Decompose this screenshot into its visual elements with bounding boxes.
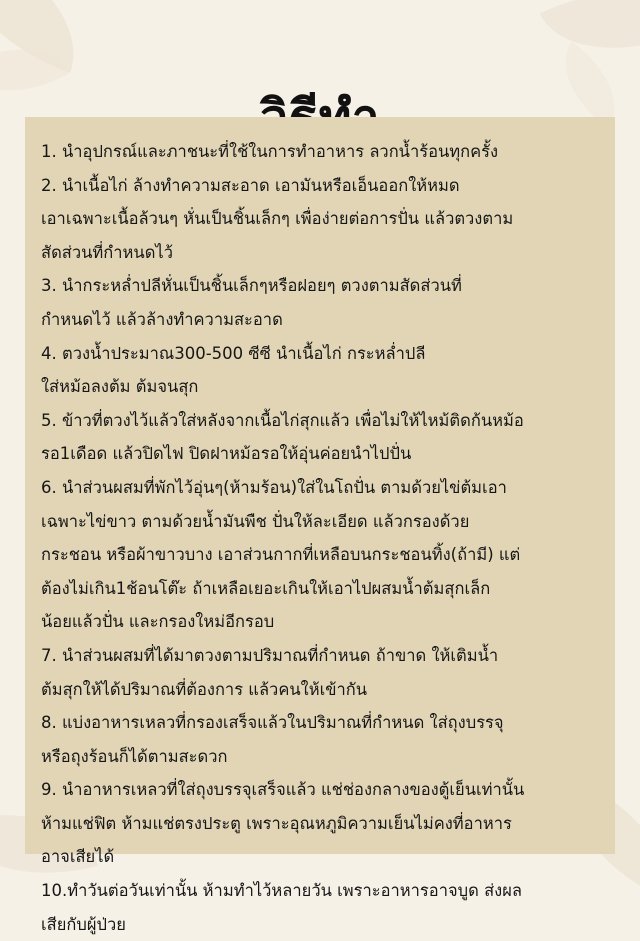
step-line: อาจเสียได้ bbox=[41, 847, 115, 867]
step-item bbox=[41, 404, 601, 471]
step-line: ห้ามแช่ฟิต ห้ามแช่ตรงประตู เพราะอุณหภูมิความเย็นไม่คงที่อาหาร bbox=[41, 813, 512, 833]
instructions-card bbox=[25, 117, 615, 934]
step-item bbox=[41, 874, 601, 941]
step-line: 5. ข้าวที่ตวงไว้แล้วใส่หลังจากเนื้อไก่สุกแล้ว เพื่อไม่ให้ไหม้ติดก้นหม้อ bbox=[41, 410, 524, 430]
step-line: เอาเฉพาะเนื้อล้วนๆ หั่นเป็นชิ้นเล็กๆ เพื่อง่ายต่อการปั่น แล้วตวงตาม bbox=[41, 209, 514, 229]
step-line: 2. นำเนื้อไก่ ล้างทำความสะอาด เอามันหรือเอ็นออกให้หมด bbox=[41, 175, 460, 195]
step-line: 10.ทำวันต่อวันเท่านั้น ห้ามทำไว้หลายวัน เพราะอาหารอาจบูด ส่งผล bbox=[41, 881, 522, 901]
steps-list bbox=[25, 117, 615, 941]
step-line: สัดส่วนที่กำหนดไว้ bbox=[41, 242, 173, 262]
step-item bbox=[41, 269, 601, 336]
step-item bbox=[41, 169, 601, 270]
step-item bbox=[41, 135, 601, 169]
step-line: น้อยแล้วปั่น และกรองใหม่อีกรอบ bbox=[41, 612, 275, 632]
step-item bbox=[41, 471, 601, 639]
step-line: เฉพาะไข่ขาว ตามด้วยน้ำมันพืช ปั่นให้ละเอียด แล้วกรองด้วย bbox=[41, 511, 470, 531]
step-item bbox=[41, 706, 601, 773]
step-line: ใส่หม้อลงต้ม ต้มจนสุก bbox=[41, 377, 199, 397]
step-line: หรือถุงร้อนก็ได้ตามสะดวก bbox=[41, 746, 228, 766]
step-line: 3. นำกระหล่ำปลีหั่นเป็นชิ้นเล็กๆหรือฝอยๆ ตวงตามสัดส่วนที่ bbox=[41, 276, 462, 296]
step-line: ต้มสุกให้ได้ปริมาณที่ต้องการ แล้วคนให้เข้ากัน bbox=[41, 679, 368, 699]
step-item bbox=[41, 773, 601, 874]
step-line: 1. นำอุปกรณ์และภาชนะที่ใช้ในการทำอาหาร ลวกน้ำร้อนทุกครั้ง bbox=[41, 142, 499, 161]
step-item bbox=[41, 639, 601, 706]
step-line: รอ1เดือด แล้วปิดไฟ ปิดฝาหม้อรอให้อุ่นค่อยนำไปปั่น bbox=[41, 444, 412, 464]
step-line: 9. นำอาหารเหลวที่ใส่ถุงบรรจุเสร็จแล้ว แช่ช่องกลางของตู้เย็นเท่านั้น bbox=[41, 780, 525, 800]
step-line: 7. นำส่วนผสมที่ได้มาตวงตามปริมาณที่กำหนด ถ้าขาด ให้เติมน้ำ bbox=[41, 645, 499, 665]
step-line: ต้องไม่เกิน1ช้อนโต๊ะ ถ้าเหลือเยอะเกินให้เอาไปผสมน้ำต้มสุกเล็ก bbox=[41, 578, 491, 598]
step-line: กำหนดไว้ แล้วล้างทำความสะอาด bbox=[41, 309, 283, 329]
step-line: 6. นำส่วนผสมที่พักไว้อุ่นๆ(ห้ามร้อน)ใส่ในโถปั่น ตามด้วยไข่ต้มเอา bbox=[41, 477, 507, 497]
step-line: เสียกับผู้ป่วย bbox=[41, 914, 126, 934]
step-item bbox=[41, 337, 601, 404]
step-line: กระชอน หรือผ้าขาวบาง เอาส่วนกากที่เหลือบนกระชอนทิ้ง(ถ้ามี) แต่ bbox=[41, 545, 521, 565]
step-line: 8. แบ่งอาหารเหลวที่กรองเสร็จแล้วในปริมาณที่กำหนด ใส่ถุงบรรจุ bbox=[41, 713, 504, 733]
step-line: 4. ตวงน้ำประมาณ300-500 ซีซี นำเนื้อไก่ กระหล่ำปลี bbox=[41, 343, 426, 363]
